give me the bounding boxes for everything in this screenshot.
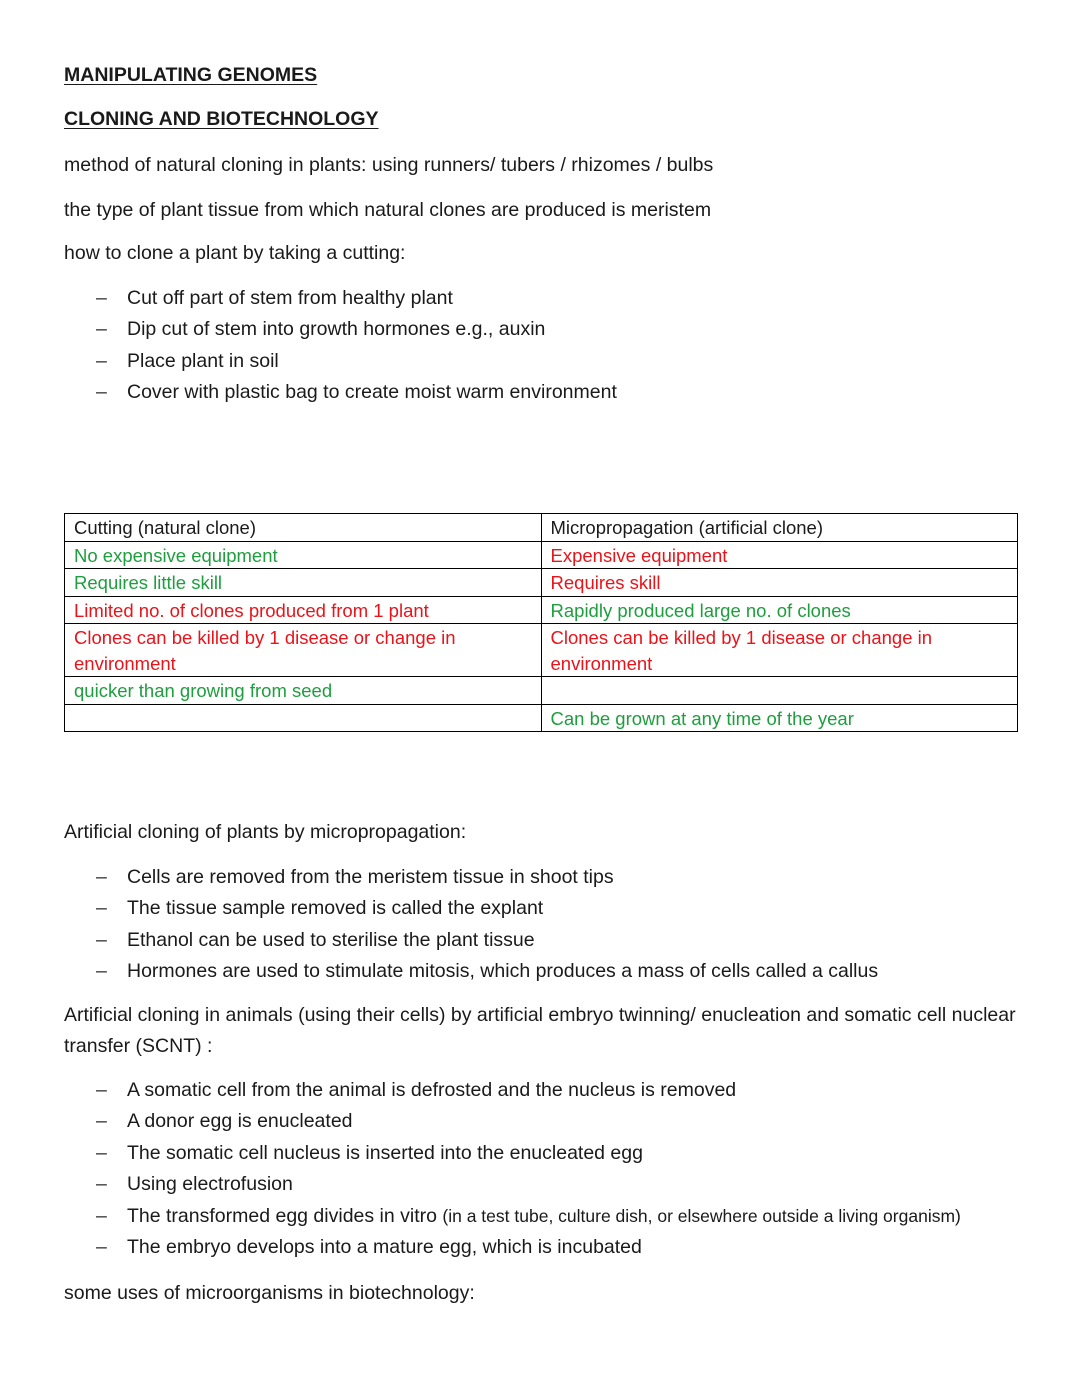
dash-bullet: – xyxy=(96,1141,107,1164)
table-row xyxy=(65,569,1018,597)
uses-intro-paragraph: some uses of microorganisms in biotechnology: xyxy=(64,1282,475,1304)
list-item: – The embryo develops into a mature egg, which is incubated xyxy=(64,1232,961,1263)
cutting-steps-list xyxy=(64,283,617,409)
comparison-table xyxy=(64,513,1018,732)
in-vitro-note: (in a test tube, culture dish, or elsewhere outside a living organism) xyxy=(442,1205,961,1226)
dash-bullet: – xyxy=(96,928,107,951)
dash-bullet: – xyxy=(96,960,107,983)
table-cell: quicker than growing from seed xyxy=(65,677,542,705)
table-row xyxy=(65,541,1018,569)
dash-bullet: – xyxy=(96,866,107,888)
dash-bullet: – xyxy=(96,1079,107,1101)
table-cell xyxy=(541,677,1018,705)
list-item: – Ethanol can be used to sterilise the plant tissue xyxy=(64,925,878,956)
table-cell: No expensive equipment xyxy=(65,541,542,569)
natural-cloning-paragraph: method of natural cloning in plants: using runners/ tubers / rhizomes / bulbs xyxy=(64,154,714,176)
list-item: – Cover with plastic bag to create moist warm environment xyxy=(64,377,617,408)
table-cell: Requires little skill xyxy=(65,569,542,597)
dash-bullet: – xyxy=(96,1110,107,1133)
dash-bullet: – xyxy=(96,381,107,404)
dash-bullet: – xyxy=(96,1235,107,1258)
list-item: – A donor egg is enucleated xyxy=(64,1106,961,1137)
table-cell: Rapidly produced large no. of clones xyxy=(541,596,1018,624)
animal-cloning-intro-paragraph: Artificial cloning in animals (using their cells) by artificial embryo twinning/ enucleation and somatic cell nuclear transfer (SCNT) : xyxy=(64,1004,1016,1057)
cutting-intro-paragraph: how to clone a plant by taking a cutting: xyxy=(64,242,406,264)
table-cell xyxy=(65,704,542,732)
main-heading: MANIPULATING GENOMES xyxy=(64,64,318,86)
dash-bullet: – xyxy=(96,349,107,372)
table-header-row xyxy=(65,514,1018,542)
table-row xyxy=(65,596,1018,624)
list-item: – The transformed egg divides in vitro (in a test tube, culture dish, or elsewhere outside a living organism) xyxy=(64,1201,961,1232)
list-item: – Dip cut of stem into growth hormones e.g., auxin xyxy=(64,314,617,345)
dash-bullet: – xyxy=(96,1173,107,1196)
table-cell: Expensive equipment xyxy=(541,541,1018,569)
header-cutting: Cutting (natural clone) xyxy=(65,514,542,542)
table-row xyxy=(65,624,1018,677)
list-item: – A somatic cell from the animal is defrosted and the nucleus is removed xyxy=(64,1075,961,1106)
list-item: – Hormones are used to stimulate mitosis, which produces a mass of cells called a callus xyxy=(64,956,878,987)
list-item: – The tissue sample removed is called the explant xyxy=(64,893,878,924)
table-cell: Can be grown at any time of the year xyxy=(541,704,1018,732)
list-item: – Place plant in soil xyxy=(64,346,617,377)
animal-cloning-steps-list xyxy=(64,1075,961,1263)
micropropagation-intro-paragraph: Artificial cloning of plants by micropropagation: xyxy=(64,821,467,843)
micropropagation-steps-list xyxy=(64,862,878,988)
table-cell: Requires skill xyxy=(541,569,1018,597)
list-item: – The somatic cell nucleus is inserted into the enucleated egg xyxy=(64,1138,961,1169)
list-item: – Cells are removed from the meristem tissue in shoot tips xyxy=(64,862,878,893)
table-cell: Clones can be killed by 1 disease or change in environment xyxy=(541,624,1018,677)
dash-bullet: – xyxy=(96,287,107,309)
table-cell: Limited no. of clones produced from 1 plant xyxy=(65,596,542,624)
table-cell: Clones can be killed by 1 disease or change in environment xyxy=(65,624,542,677)
list-item: – Using electrofusion xyxy=(64,1169,961,1200)
dash-bullet: – xyxy=(96,318,107,341)
dash-bullet: – xyxy=(96,897,107,920)
list-item: – Cut off part of stem from healthy plant xyxy=(64,283,617,314)
table-row xyxy=(65,677,1018,705)
tissue-type-paragraph: the type of plant tissue from which natural clones are produced is meristem xyxy=(64,199,712,221)
header-micropropagation: Micropropagation (artificial clone) xyxy=(541,514,1018,542)
table-row xyxy=(65,704,1018,732)
sub-heading: CLONING AND BIOTECHNOLOGY xyxy=(64,108,379,130)
dash-bullet: – xyxy=(96,1204,107,1227)
